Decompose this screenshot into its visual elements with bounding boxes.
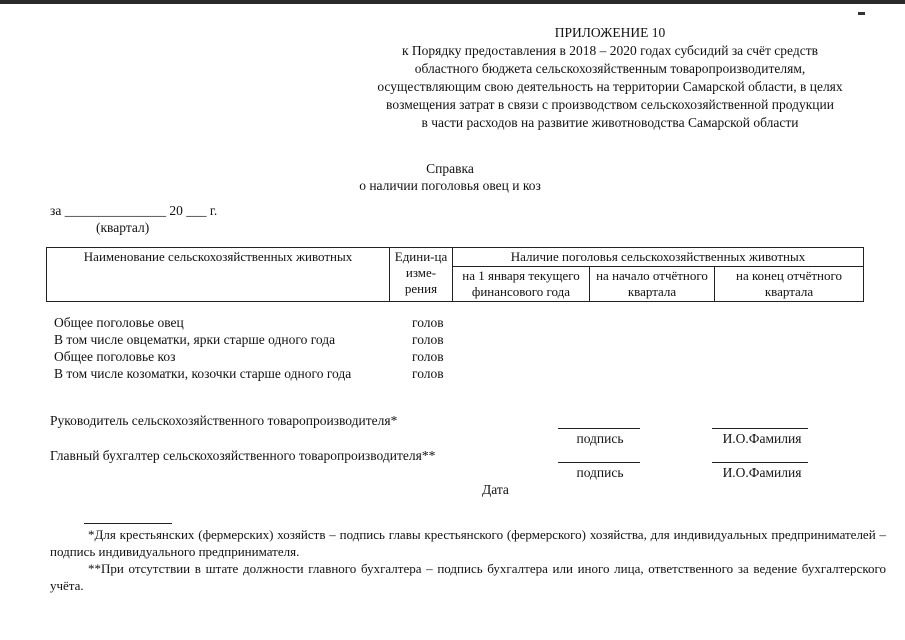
appendix-line: возмещения затрат в связи с производством сельскохозяйственной продукции [386,97,834,112]
title-line-1: Справка [426,161,474,176]
period-field: за _______________ 20 ___ г. [50,203,218,218]
row-name: В том числе козоматки, козочки старше одного года [54,366,352,381]
appendix-line: в части расходов на развитие животноводства Самарской области [421,115,799,130]
accountant-name-line [712,462,808,463]
row-unit: голов [412,332,444,347]
scan-top-edge [0,0,905,4]
accountant-name-caption: И.О.Фамилия [722,465,802,480]
row-name: Общее поголовье овец [54,315,184,330]
table-row [54,348,462,365]
appendix-line: осуществляющим свою деятельность на территории Самарской области, в целях [377,79,843,94]
head-signature-label: Руководитель сельскохозяйственного товаропроизводителя* [50,413,398,428]
table-row [54,331,462,348]
head-name-caption: И.О.Фамилия [722,431,802,446]
row-name: Общее поголовье коз [54,349,176,364]
period-caption: (квартал) [96,220,150,235]
title-line-2: о наличии поголовья овец и коз [359,178,541,193]
footnote-1-text: *Для крестьянских (фермерских) хозяйств – подпись главы крестьянского (фермерского) хозяйства, для индивидуальных предпринимателей – подпись индивидуального предпринимателя. [50,527,886,559]
date-label: Дата [482,482,509,497]
header-animal-name: Наименование сельскохозяйственных животных [47,248,390,302]
header-quarter-start: на начало отчётного квартала [590,267,715,302]
footnote-separator [84,523,172,524]
footnote-2-text: **При отсутствии в штате должности главного бухгалтера – подпись бухгалтера или иного лица, ответственного за ведение бухгалтерского учёта. [50,561,886,593]
head-signature-caption: подпись [576,431,624,446]
head-name-line [712,428,808,429]
header-quarter-end: на конец отчётного квартала [715,267,864,302]
head-signature-line [558,428,640,429]
row-unit: голов [412,315,444,330]
appendix-line: к Порядку предоставления в 2018 – 2020 годах субсидий за счёт средств [401,43,818,58]
header-unit: Едини-ца изме-рения [390,248,453,302]
footnote-2 [50,560,886,594]
row-unit: голов [412,349,444,364]
document-title [200,160,700,194]
footnote-1 [50,526,886,560]
accountant-signature-label: Главный бухгалтер сельскохозяйственного товаропроизводителя** [50,448,436,463]
appendix-line: областного бюджета сельскохозяйственным товаропроизводителям, [414,61,806,76]
table-row [54,314,462,331]
row-unit: голов [412,366,444,381]
livestock-table [46,247,864,302]
scan-speck [858,12,865,15]
row-name: В том числе овцематки, ярки старше одного года [54,332,336,347]
accountant-signature-caption: подпись [576,465,624,480]
appendix-header [360,24,860,132]
table-rows [54,314,462,382]
header-jan-1: на 1 января текущего финансового года [453,267,590,302]
accountant-signature-line [558,462,640,463]
table-row [54,365,462,382]
appendix-title: ПРИЛОЖЕНИЕ 10 [554,25,666,40]
header-presence-group: Наличие поголовья сельскохозяйственных животных [453,248,864,267]
